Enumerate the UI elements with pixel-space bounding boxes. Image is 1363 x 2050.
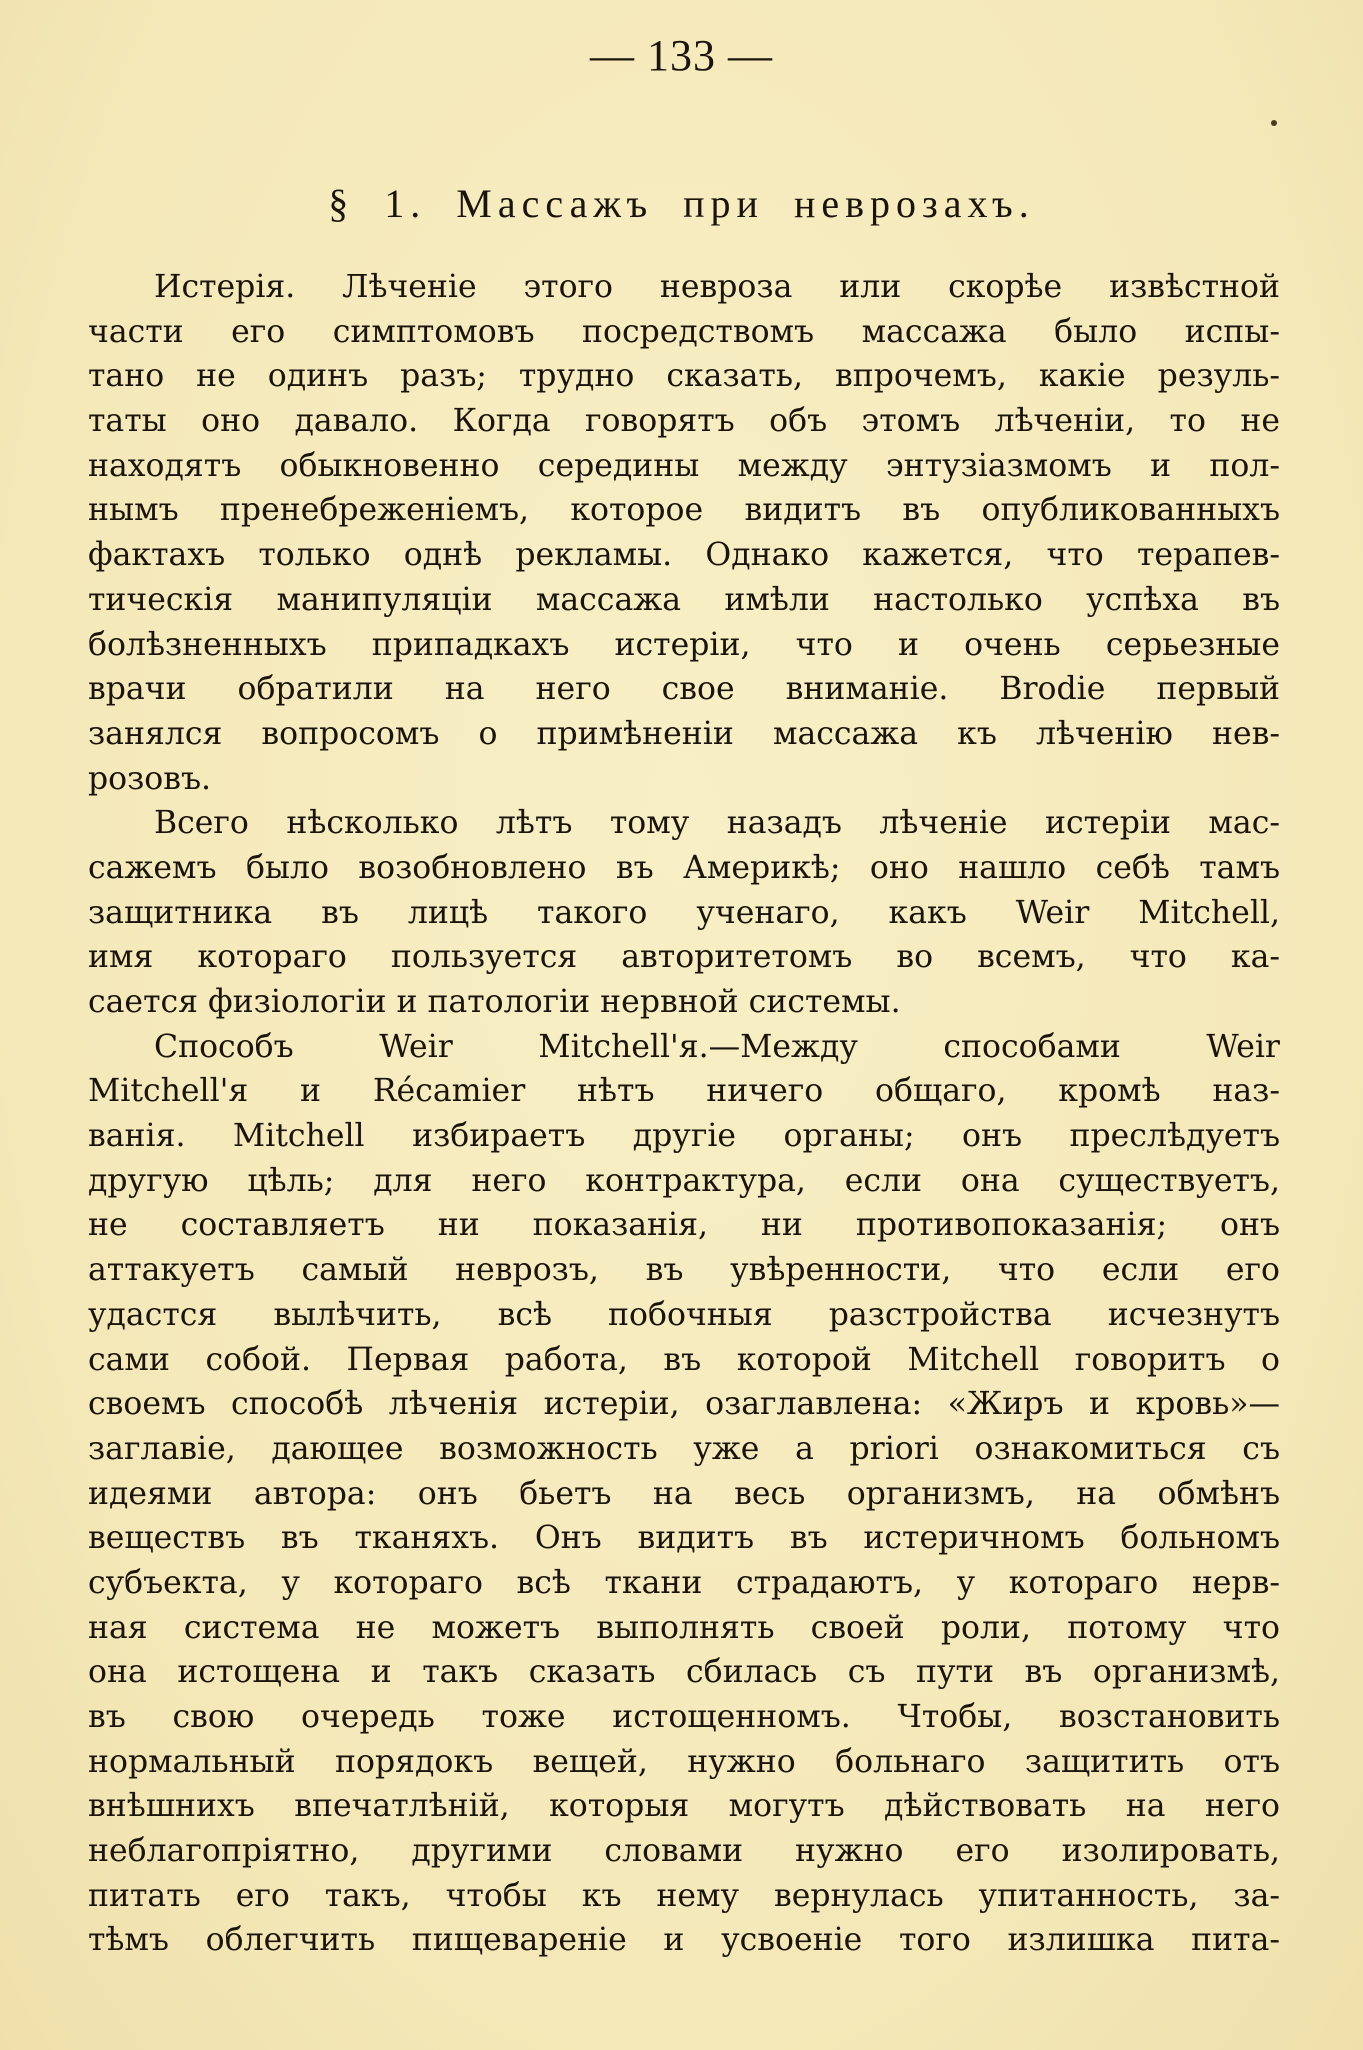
text-line: другую цѣль; для него контрактура, если она существуетъ, — [88, 1162, 1280, 1199]
text-line: неблагопріятно, другими словами нужно его изолировать, — [88, 1833, 1280, 1870]
text-line: своемъ способѣ лѣченія истеріи, озаглавлена: «Жиръ и кровь»— — [88, 1386, 1280, 1423]
text-line: ванія. Mitchell избираетъ другіе органы; онъ преслѣдуетъ — [88, 1118, 1280, 1155]
text-line: розовъ. — [88, 760, 212, 797]
text-line: субъекта, у котораго всѣ ткани страдаютъ, у котораго нерв- — [88, 1564, 1280, 1601]
text-line: тано не одинъ разъ; трудно сказать, впрочемъ, какіе резуль- — [88, 358, 1280, 395]
text-line: тѣмъ облегчить пищевареніе и усвоеніе того излишка пита- — [88, 1922, 1280, 1959]
text-line: таты оно давало. Когда говорятъ объ этомъ лѣченіи, то не — [88, 403, 1280, 440]
text-line: удастся вылѣчить, всѣ побочныя разстройства исчезнутъ — [88, 1296, 1280, 1333]
text-line: въ свою очередь тоже истощенномъ. Чтобы, возстановить — [88, 1699, 1280, 1735]
text-line: болѣзненныхъ припадкахъ истеріи, что и очень серьезные — [88, 626, 1280, 663]
text-line: тическія манипуляціи массажа имѣли настолько успѣха въ — [88, 581, 1280, 618]
text-line: имя котораго пользуется авторитетомъ во всемъ, что ка- — [88, 939, 1280, 976]
page-number: — 133 — — [590, 31, 773, 80]
text-line: сами собой. Первая работа, въ которой Mitchell говоритъ о — [88, 1341, 1280, 1378]
text-line: Всего нѣсколько лѣтъ тому назадъ лѣченіе истеріи мас- — [154, 805, 1280, 842]
text-line: не составляетъ ни показанія, ни противопоказанія; онъ — [88, 1207, 1280, 1244]
section-title: § 1. Массажъ при неврозахъ. — [328, 181, 1035, 226]
ink-fleck — [1271, 120, 1277, 126]
text-line: веществъ въ тканяхъ. Онъ видитъ въ истеричномъ больномъ — [88, 1520, 1280, 1557]
text-line: внѣшнихъ впечатлѣній, которыя могутъ дѣйствовать на него — [88, 1788, 1280, 1825]
text-line: идеями автора: онъ бьетъ на весь организмъ, на обмѣнъ — [88, 1475, 1280, 1512]
text-line: сажемъ было возобновлено въ Америкѣ; оно нашло себѣ тамъ — [88, 849, 1280, 886]
text-line: Mitchell'я и Récamier нѣтъ ничего общаго, кромѣ наз- — [88, 1073, 1280, 1110]
text-line: занялся вопросомъ о примѣненіи массажа къ лѣченію нев- — [88, 715, 1280, 752]
text-line: аттакуетъ самый неврозъ, въ увѣренности, что если его — [88, 1252, 1280, 1289]
text-line: нормальный порядокъ вещей, нужно больнаго защитить отъ — [88, 1743, 1280, 1780]
text-line: заглавіе, дающее возможность уже a priori ознакомиться съ — [88, 1430, 1280, 1467]
text-line: она истощена и такъ сказать сбилась съ пути въ организмѣ, — [88, 1654, 1280, 1691]
text-line: ная система не можетъ выполнять своей роли, потому что — [88, 1609, 1280, 1646]
text-line: находятъ обыкновенно середины между энтузіазмомъ и пол- — [88, 447, 1280, 484]
text-line: Истерія. Лѣченіе этого невроза или скорѣе извѣстной — [154, 269, 1280, 305]
text-line: нымъ пренебреженіемъ, которое видитъ въ опубликованныхъ — [88, 492, 1280, 529]
text-line: части его симптомовъ посредствомъ массажа было испы- — [88, 313, 1280, 350]
text-line: врачи обратили на него свое вниманіе. Brodie первый — [88, 671, 1280, 708]
text-line: питать его такъ, чтобы къ нему вернулась упитанность, за- — [88, 1877, 1280, 1914]
text-line: сается физіологіи и патологіи нервной системы. — [88, 984, 901, 1020]
body-text — [88, 265, 1280, 1963]
text-line: защитника въ лицѣ такого ученаго, какъ Weir Mitchell, — [88, 894, 1280, 931]
text-line: Способъ Weir Mitchell'я.—Между способами Weir — [154, 1028, 1280, 1065]
text-line: фактахъ только однѣ рекламы. Однако кажется, что терапев- — [88, 537, 1280, 574]
